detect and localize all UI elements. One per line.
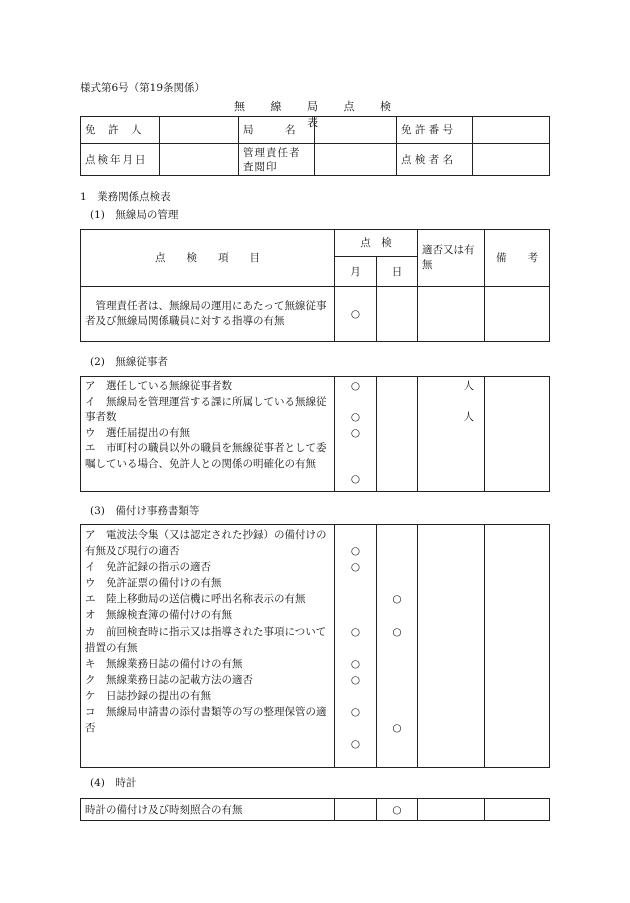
document-item: カ 前回検査時に指示又は指導された事項について措置の有無	[85, 625, 327, 654]
day-mark: ○	[377, 799, 418, 821]
documents-table	[80, 524, 550, 768]
document-item: キ 無線業務日誌の備付けの有無	[85, 657, 243, 670]
month-mark: ○	[350, 738, 361, 751]
label-inspector-name: 点 検 者 名	[397, 144, 473, 176]
operator-item: エ 市町村の職員以外の職員を無線従事者として委嘱している場合、免許人との関係の明確化の有無	[85, 442, 327, 470]
month-mark	[335, 799, 377, 821]
suitability-column	[418, 525, 485, 768]
day-mark: ○	[392, 593, 402, 606]
clock-table	[80, 798, 550, 821]
operator-item: ウ 選任届提出の有無	[85, 426, 190, 439]
document-item: コ 無線局申請書の添付書類等の写の整理保管の適否	[85, 706, 327, 735]
operator-item: ア 選任している無線従事者数	[85, 380, 232, 392]
subsection-heading-1: (1) 無線局の管理	[90, 209, 179, 221]
value-inspection-date	[160, 144, 239, 176]
month-mark: ○	[350, 380, 361, 392]
header-month: 月	[335, 257, 377, 287]
management-table	[80, 229, 550, 342]
label-station-name: 局 名	[239, 117, 315, 144]
document-item: オ 無線検査簿の備付けの有無	[85, 609, 232, 622]
document-item: ク 無線業務日誌の記載方法の適否	[85, 673, 253, 686]
header-inspection-item: 点 検 項 目	[81, 230, 335, 287]
suitability-cell	[418, 287, 485, 342]
month-mark: ○	[350, 473, 361, 485]
count-unit: 人	[463, 380, 474, 392]
label-manager-stamp: 管理責任者 査閲印	[239, 144, 315, 176]
label-license-number: 免 許 番 号	[397, 117, 473, 144]
subsection-heading-3: (3) 備付け事務書類等	[90, 505, 200, 517]
remarks-cell	[485, 377, 550, 492]
value-inspector-name	[473, 144, 550, 176]
month-mark: ○	[350, 411, 361, 423]
day-mark: ○	[392, 625, 402, 638]
header-inspection: 点 検	[335, 230, 418, 257]
month-mark: ○	[350, 561, 361, 574]
item-manager-guidance: 管理責任者は、無線局の運用にあたって無線従事者及び無線局関係職員に対する指導の有無	[81, 287, 335, 342]
header-day: 日	[377, 257, 418, 287]
operators-table	[80, 376, 550, 492]
day-mark: ○	[392, 722, 402, 735]
month-mark: ○	[350, 706, 361, 719]
document-item: エ 陸上移動局の送信機に呼出名称表示の有無	[85, 593, 306, 606]
header-table	[80, 116, 550, 176]
remarks-cell	[485, 525, 550, 768]
count-unit: 人	[463, 411, 474, 423]
header-remarks: 備 考	[485, 230, 550, 287]
document-item: イ 免許記録の指示の適否	[85, 561, 211, 574]
section-heading-1: 1 業務関係点検表	[80, 191, 171, 203]
day-mark	[377, 287, 418, 342]
remarks-cell	[485, 287, 550, 342]
suitability-cell	[418, 799, 485, 821]
subsection-heading-4: (4) 時計	[90, 777, 137, 789]
month-mark: ○	[350, 657, 361, 670]
value-manager-stamp	[315, 144, 397, 176]
document-item: ウ 免許証票の備付けの有無	[85, 577, 222, 590]
value-license-number	[473, 117, 550, 144]
month-mark: ○	[350, 426, 361, 439]
header-suitability: 適否又は有無	[418, 230, 485, 287]
clock-item: 時計の備付け及び時刻照合の有無	[81, 799, 335, 821]
label-licensee: 免 許 人	[81, 117, 160, 144]
operator-item: イ 無線局を管理運営する課に所属している無線従事者数	[85, 395, 327, 423]
label-inspection-date: 点検年月日	[81, 144, 160, 176]
value-station-name	[315, 117, 397, 144]
value-licensee	[160, 117, 239, 144]
document-item: ケ 日誌抄録の提出の有無	[85, 689, 211, 702]
page-title: 無 線 局 点 検 表	[234, 100, 402, 129]
subsection-heading-2: (2) 無線従事者	[90, 356, 168, 368]
month-mark: ○	[350, 545, 361, 558]
month-mark: ○	[335, 287, 377, 342]
remarks-cell	[485, 799, 550, 821]
month-mark: ○	[350, 673, 361, 686]
month-mark: ○	[350, 625, 361, 638]
day-column	[377, 377, 418, 492]
form-number-label: 様式第6号（第19条関係）	[80, 82, 206, 94]
document-item: ア 電波法令集（又は認定された抄録）の備付けの有無及び現行の適否	[85, 529, 327, 558]
